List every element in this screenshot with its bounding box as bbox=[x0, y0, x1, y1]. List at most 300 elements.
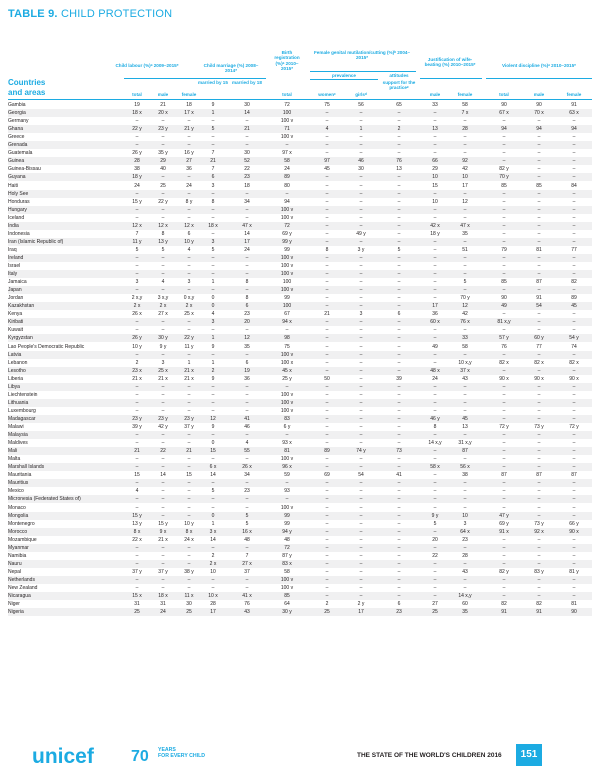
table-cell: – bbox=[245, 480, 249, 487]
table-cell: – bbox=[245, 391, 249, 398]
table-cell: – bbox=[325, 303, 329, 310]
table-cell: 58 bbox=[284, 158, 290, 165]
country-name: Nauru bbox=[8, 560, 22, 567]
table-cell: – bbox=[325, 238, 329, 245]
rule bbox=[420, 78, 482, 79]
table-cell: – bbox=[245, 399, 249, 406]
table-cell: – bbox=[433, 118, 437, 125]
table-cell: – bbox=[211, 432, 215, 439]
table-cell: 22 x bbox=[132, 536, 142, 543]
table-cell: – bbox=[397, 198, 401, 205]
table-cell: – bbox=[537, 544, 541, 551]
table-row bbox=[8, 495, 592, 503]
table-cell: 46 bbox=[358, 158, 364, 165]
table-cell: 28 bbox=[134, 158, 140, 165]
table-cell: – bbox=[211, 504, 215, 511]
table-cell: 43 bbox=[462, 568, 468, 575]
country-name: Guinea bbox=[8, 158, 25, 165]
table-cell: 8 bbox=[245, 295, 249, 302]
table-cell: 76 bbox=[244, 601, 250, 608]
table-cell: – bbox=[463, 142, 467, 149]
table-cell: 33 bbox=[432, 102, 438, 108]
table-cell: – bbox=[187, 383, 191, 390]
header-vd-female: female bbox=[566, 92, 582, 97]
table-cell: – bbox=[135, 480, 139, 487]
country-name: Iran (Islamic Republic of) bbox=[8, 238, 64, 245]
table-cell: – bbox=[397, 230, 401, 237]
table-cell: – bbox=[572, 391, 576, 398]
table-cell: 14 bbox=[244, 230, 250, 237]
country-name: Kiribati bbox=[8, 319, 24, 326]
table-cell: – bbox=[572, 287, 576, 294]
table-cell: 25 bbox=[432, 609, 438, 616]
table-cell: 25 bbox=[324, 609, 330, 616]
table-cell: – bbox=[211, 391, 215, 398]
table-cell: – bbox=[572, 134, 576, 141]
table-cell: – bbox=[161, 544, 165, 551]
table-cell: – bbox=[397, 415, 401, 422]
table-cell: – bbox=[397, 383, 401, 390]
rule bbox=[124, 78, 200, 79]
table-cell: – bbox=[537, 480, 541, 487]
table-cell: 100 v bbox=[280, 576, 294, 583]
table-cell: – bbox=[359, 110, 363, 117]
table-cell: – bbox=[572, 222, 576, 229]
country-name: Indonesia bbox=[8, 230, 30, 237]
table-cell: – bbox=[325, 174, 329, 181]
table-cell: 23 bbox=[244, 311, 250, 318]
table-cell: 28 bbox=[210, 601, 216, 608]
table-cell: – bbox=[325, 327, 329, 334]
table-cell: 83 bbox=[284, 415, 290, 422]
table-cell: – bbox=[325, 399, 329, 406]
table-cell: 10 y bbox=[132, 343, 142, 350]
table-cell: 81 y bbox=[569, 568, 579, 575]
table-cell: 4 bbox=[161, 279, 165, 286]
table-cell: – bbox=[572, 254, 576, 261]
table-cell: 43 bbox=[244, 609, 250, 616]
table-cell: – bbox=[502, 448, 506, 455]
table-cell: 1 bbox=[211, 279, 215, 286]
table-row bbox=[8, 584, 592, 592]
table-cell: 3 x,y bbox=[157, 295, 169, 302]
table-cell: – bbox=[572, 399, 576, 406]
table-cell: 30 bbox=[244, 150, 250, 157]
table-cell: 13 bbox=[462, 424, 468, 430]
table-cell: 72 y bbox=[569, 424, 579, 430]
table-cell: 75 bbox=[284, 343, 290, 350]
table-cell: – bbox=[502, 391, 506, 398]
table-cell: – bbox=[211, 190, 215, 197]
table-cell: 22 y bbox=[158, 198, 168, 205]
table-cell: 46 bbox=[244, 424, 250, 430]
header-fgm: Female genital mutilation/cutting (%)ᵇ 2004–2015* bbox=[314, 50, 410, 61]
table-cell: 24 bbox=[160, 609, 166, 616]
table-cell: 25 bbox=[160, 182, 166, 189]
table-cell: – bbox=[433, 480, 437, 487]
table-cell: 17 bbox=[244, 238, 250, 245]
table-cell: – bbox=[211, 480, 215, 487]
table-cell: 60 x bbox=[430, 319, 440, 326]
table-cell: – bbox=[502, 399, 506, 406]
table-cell: 20 x bbox=[158, 110, 168, 117]
header-labour-total: total bbox=[132, 92, 142, 97]
table-cell: 6 bbox=[397, 601, 401, 608]
table-cell: 2 bbox=[211, 367, 215, 374]
table-cell: 43 bbox=[462, 375, 468, 382]
table-row bbox=[8, 536, 592, 544]
table-cell: 23 bbox=[244, 488, 250, 495]
table-cell: – bbox=[433, 432, 437, 439]
table-cell: – bbox=[397, 528, 401, 535]
table-cell: 6 bbox=[245, 303, 249, 310]
table-cell: – bbox=[537, 222, 541, 229]
table-cell: 16 y bbox=[184, 150, 194, 157]
table-cell: – bbox=[359, 512, 363, 519]
country-name: Holy See bbox=[8, 190, 29, 197]
table-cell: – bbox=[325, 335, 329, 342]
table-cell: 30 bbox=[358, 166, 364, 173]
table-cell: – bbox=[572, 230, 576, 237]
table-cell: – bbox=[325, 407, 329, 414]
table-cell: 0 bbox=[211, 440, 215, 447]
table-cell: 98 bbox=[284, 335, 290, 342]
table-cell: 97 x bbox=[282, 150, 292, 157]
table-cell: – bbox=[433, 568, 437, 575]
table-cell: 93 x bbox=[282, 440, 292, 447]
country-name: Guyana bbox=[8, 174, 26, 181]
table-cell: – bbox=[572, 552, 576, 559]
table-cell: – bbox=[135, 399, 139, 406]
table-cell: – bbox=[537, 432, 541, 439]
table-cell: – bbox=[211, 230, 215, 237]
table-cell: 91 bbox=[501, 609, 507, 616]
table-cell: – bbox=[325, 496, 329, 503]
table-cell: – bbox=[502, 206, 506, 213]
table-cell: – bbox=[397, 134, 401, 141]
table-cell: 36 bbox=[432, 311, 438, 318]
country-name: Madagascar bbox=[8, 415, 36, 422]
table-cell: 72 bbox=[284, 222, 290, 229]
table-cell: – bbox=[285, 142, 289, 149]
table-cell: 72 bbox=[284, 102, 290, 108]
country-name: Marshall Islands bbox=[8, 464, 45, 471]
table-cell: – bbox=[433, 206, 437, 213]
table-cell: 26 y bbox=[132, 335, 142, 342]
table-cell: 80 bbox=[284, 182, 290, 189]
table-cell: – bbox=[572, 271, 576, 278]
table-row bbox=[8, 359, 592, 367]
table-cell: 12 bbox=[462, 198, 468, 205]
table-row bbox=[8, 367, 592, 375]
table-cell: 7 bbox=[211, 150, 215, 157]
table-cell: 2 x bbox=[209, 560, 217, 567]
table-cell: – bbox=[135, 327, 139, 334]
table-cell: 18 x bbox=[132, 110, 142, 117]
country-name: Nepal bbox=[8, 568, 22, 575]
table-cell: – bbox=[245, 496, 249, 503]
table-cell: 10 bbox=[210, 568, 216, 575]
table-cell: – bbox=[285, 190, 289, 197]
table-cell: 8 x bbox=[133, 528, 141, 535]
table-cell: 1 bbox=[187, 359, 191, 366]
table-cell: – bbox=[397, 238, 401, 245]
table-cell: 9 bbox=[211, 102, 215, 108]
table-cell: 5 bbox=[211, 246, 215, 253]
country-name: Namibia bbox=[8, 552, 27, 559]
table-cell: – bbox=[325, 568, 329, 575]
table-cell: – bbox=[463, 351, 467, 358]
table-cell: – bbox=[397, 593, 401, 600]
table-cell: 94 x bbox=[282, 319, 292, 326]
table-cell: – bbox=[433, 287, 437, 294]
country-name: Germany bbox=[8, 118, 29, 125]
table-cell: 94 bbox=[571, 126, 577, 133]
table-cell: – bbox=[285, 432, 289, 439]
table-cell: 90 x bbox=[569, 528, 579, 535]
table-cell: 73 y bbox=[534, 424, 544, 430]
table-cell: 45 bbox=[324, 166, 330, 173]
table-cell: – bbox=[572, 214, 576, 221]
table-cell: – bbox=[211, 496, 215, 503]
table-cell: – bbox=[135, 190, 139, 197]
table-cell: 41 x bbox=[242, 593, 252, 600]
table-cell: – bbox=[325, 110, 329, 117]
table-cell: 13 bbox=[396, 166, 402, 173]
table-cell: – bbox=[359, 528, 363, 535]
table-cell: – bbox=[325, 432, 329, 439]
table-cell: – bbox=[325, 528, 329, 535]
table-row bbox=[8, 190, 592, 198]
header-birth-total: total bbox=[282, 92, 292, 97]
table-cell: 9 y bbox=[431, 512, 439, 519]
table-cell: 34 bbox=[244, 472, 250, 479]
table-cell: 12 x bbox=[158, 222, 168, 229]
table-cell: – bbox=[187, 351, 191, 358]
table-cell: 22 y bbox=[132, 126, 142, 133]
table-cell: 100 v bbox=[280, 134, 294, 141]
table-row bbox=[8, 198, 592, 206]
table-row bbox=[8, 351, 592, 359]
table-cell: 38 y bbox=[184, 568, 194, 575]
table-cell: – bbox=[537, 351, 541, 358]
table-cell: 24 x bbox=[184, 536, 194, 543]
table-cell: 8 x bbox=[185, 528, 193, 535]
table-cell: – bbox=[397, 496, 401, 503]
table-cell: 17 bbox=[462, 182, 468, 189]
table-cell: – bbox=[161, 407, 165, 414]
table-cell: – bbox=[502, 383, 506, 390]
table-cell: – bbox=[397, 432, 401, 439]
table-cell: – bbox=[359, 319, 363, 326]
table-cell: 39 y bbox=[132, 424, 142, 430]
table-cell: 23 y bbox=[184, 415, 194, 422]
table-cell: – bbox=[135, 560, 139, 567]
table-cell: – bbox=[359, 174, 363, 181]
table-cell: – bbox=[572, 327, 576, 334]
table-cell: 3 x bbox=[209, 528, 217, 535]
table-cell: – bbox=[537, 319, 541, 326]
rule bbox=[310, 71, 416, 72]
table-cell: – bbox=[463, 496, 467, 503]
table-cell: 85 bbox=[536, 182, 542, 189]
table-row bbox=[8, 455, 592, 463]
table-cell: – bbox=[359, 303, 363, 310]
table-cell: 87 bbox=[501, 472, 507, 479]
country-name: Mali bbox=[8, 448, 18, 455]
table-cell: – bbox=[285, 496, 289, 503]
table-cell: – bbox=[211, 327, 215, 334]
table-cell: – bbox=[161, 271, 165, 278]
table-cell: – bbox=[572, 593, 576, 600]
table-cell: 92 bbox=[462, 158, 468, 165]
table-cell: – bbox=[572, 585, 576, 591]
table-cell: – bbox=[502, 480, 506, 487]
table-cell: – bbox=[187, 464, 191, 471]
table-cell: 100 v bbox=[280, 254, 294, 261]
table-cell: 18 bbox=[244, 182, 250, 189]
table-cell: 29 bbox=[160, 158, 166, 165]
table-cell: 25 y bbox=[282, 375, 292, 382]
table-cell: 58 x bbox=[430, 464, 440, 471]
table-cell: – bbox=[211, 399, 215, 406]
table-cell: 75 bbox=[324, 102, 330, 108]
table-cell: – bbox=[359, 585, 363, 591]
table-cell: – bbox=[135, 432, 139, 439]
table-cell: 85 bbox=[501, 182, 507, 189]
table-cell: – bbox=[537, 206, 541, 213]
table-cell: 100 x bbox=[280, 359, 294, 366]
table-cell: – bbox=[502, 407, 506, 414]
table-cell: – bbox=[325, 150, 329, 157]
table-cell: – bbox=[161, 399, 165, 406]
table-cell: – bbox=[502, 158, 506, 165]
table-cell: 0 bbox=[211, 295, 215, 302]
table-cell: – bbox=[397, 512, 401, 519]
table-cell: – bbox=[502, 367, 506, 374]
table-row bbox=[8, 286, 592, 294]
table-cell: – bbox=[187, 488, 191, 495]
table-cell: 23 x bbox=[132, 367, 142, 374]
header-labour-male: male bbox=[157, 92, 169, 97]
table-cell: – bbox=[572, 504, 576, 511]
table-cell: – bbox=[433, 407, 437, 414]
table-cell: 67 bbox=[284, 311, 290, 318]
table-cell: – bbox=[359, 335, 363, 342]
table-cell: 82 bbox=[501, 601, 507, 608]
seventy-anniversary-icon bbox=[130, 743, 152, 767]
table-cell: 69 y bbox=[499, 520, 509, 527]
table-cell: – bbox=[359, 391, 363, 398]
table-cell: – bbox=[397, 520, 401, 527]
table-cell: 14 bbox=[210, 536, 216, 543]
table-cell: – bbox=[502, 504, 506, 511]
table-cell: – bbox=[359, 142, 363, 149]
table-cell: 13 y bbox=[158, 238, 168, 245]
table-cell: 2 bbox=[325, 601, 329, 608]
table-cell: – bbox=[572, 190, 576, 197]
table-cell: – bbox=[187, 407, 191, 414]
table-cell: – bbox=[502, 134, 506, 141]
table-cell: – bbox=[463, 327, 467, 334]
table-cell: – bbox=[397, 303, 401, 310]
table-cell: – bbox=[502, 585, 506, 591]
table-cell: 65 bbox=[396, 102, 402, 108]
table-cell: – bbox=[325, 488, 329, 495]
table-row bbox=[8, 334, 592, 342]
table-cell: 5 bbox=[245, 512, 249, 519]
table-cell: 51 bbox=[462, 246, 468, 253]
header-countries: Countries bbox=[8, 78, 46, 87]
table-cell: – bbox=[325, 512, 329, 519]
table-cell: – bbox=[572, 263, 576, 269]
table-cell: 6 bbox=[187, 230, 191, 237]
table-cell: 1 bbox=[211, 359, 215, 366]
table-row bbox=[8, 254, 592, 262]
table-cell: – bbox=[187, 214, 191, 221]
table-cell: 91 x bbox=[499, 528, 509, 535]
table-cell: 14 bbox=[244, 110, 250, 117]
table-cell: – bbox=[161, 464, 165, 471]
table-cell: 52 bbox=[244, 158, 250, 165]
table-cell: – bbox=[502, 238, 506, 245]
table-cell: 91 bbox=[571, 102, 577, 108]
header-vd-total: total bbox=[499, 92, 509, 97]
table-cell: 93 bbox=[284, 488, 290, 495]
table-cell: – bbox=[502, 560, 506, 567]
table-cell: – bbox=[397, 504, 401, 511]
table-cell: – bbox=[359, 480, 363, 487]
table-cell: – bbox=[325, 520, 329, 527]
table-cell: – bbox=[537, 560, 541, 567]
table-cell: – bbox=[433, 263, 437, 269]
table-cell: – bbox=[359, 536, 363, 543]
page-number: 151 bbox=[516, 744, 542, 766]
table-row bbox=[8, 504, 592, 512]
table-row bbox=[8, 326, 592, 334]
table-cell: 73 bbox=[396, 448, 402, 455]
table-cell: – bbox=[537, 174, 541, 181]
table-cell: – bbox=[502, 496, 506, 503]
table-cell: 34 bbox=[244, 198, 250, 205]
table-cell: – bbox=[537, 456, 541, 463]
table-cell: 3 bbox=[211, 319, 215, 326]
table-cell: – bbox=[502, 230, 506, 237]
table-cell: – bbox=[187, 552, 191, 559]
table-cell: – bbox=[325, 295, 329, 302]
table-cell: – bbox=[135, 440, 139, 447]
table-cell: – bbox=[433, 472, 437, 479]
table-cell: 50 bbox=[324, 375, 330, 382]
table-cell: – bbox=[537, 464, 541, 471]
table-cell: – bbox=[187, 263, 191, 269]
table-cell: – bbox=[572, 560, 576, 567]
table-cell: – bbox=[572, 440, 576, 447]
table-cell: 30 y bbox=[158, 335, 168, 342]
country-name: Nigeria bbox=[8, 609, 24, 616]
table-cell: 21 bbox=[244, 126, 250, 133]
rule bbox=[486, 78, 592, 79]
header-violent-discipline: Violent discipline (%)ᵃ 2010–2015* bbox=[502, 63, 576, 68]
table-cell: – bbox=[135, 118, 139, 125]
table-cell: – bbox=[463, 560, 467, 567]
table-cell: – bbox=[572, 544, 576, 551]
table-cell: – bbox=[433, 488, 437, 495]
country-name: Micronesia (Federated States of) bbox=[8, 496, 81, 503]
table-cell: 31 bbox=[160, 601, 166, 608]
table-cell: – bbox=[359, 190, 363, 197]
country-name: Montenegro bbox=[8, 520, 35, 527]
